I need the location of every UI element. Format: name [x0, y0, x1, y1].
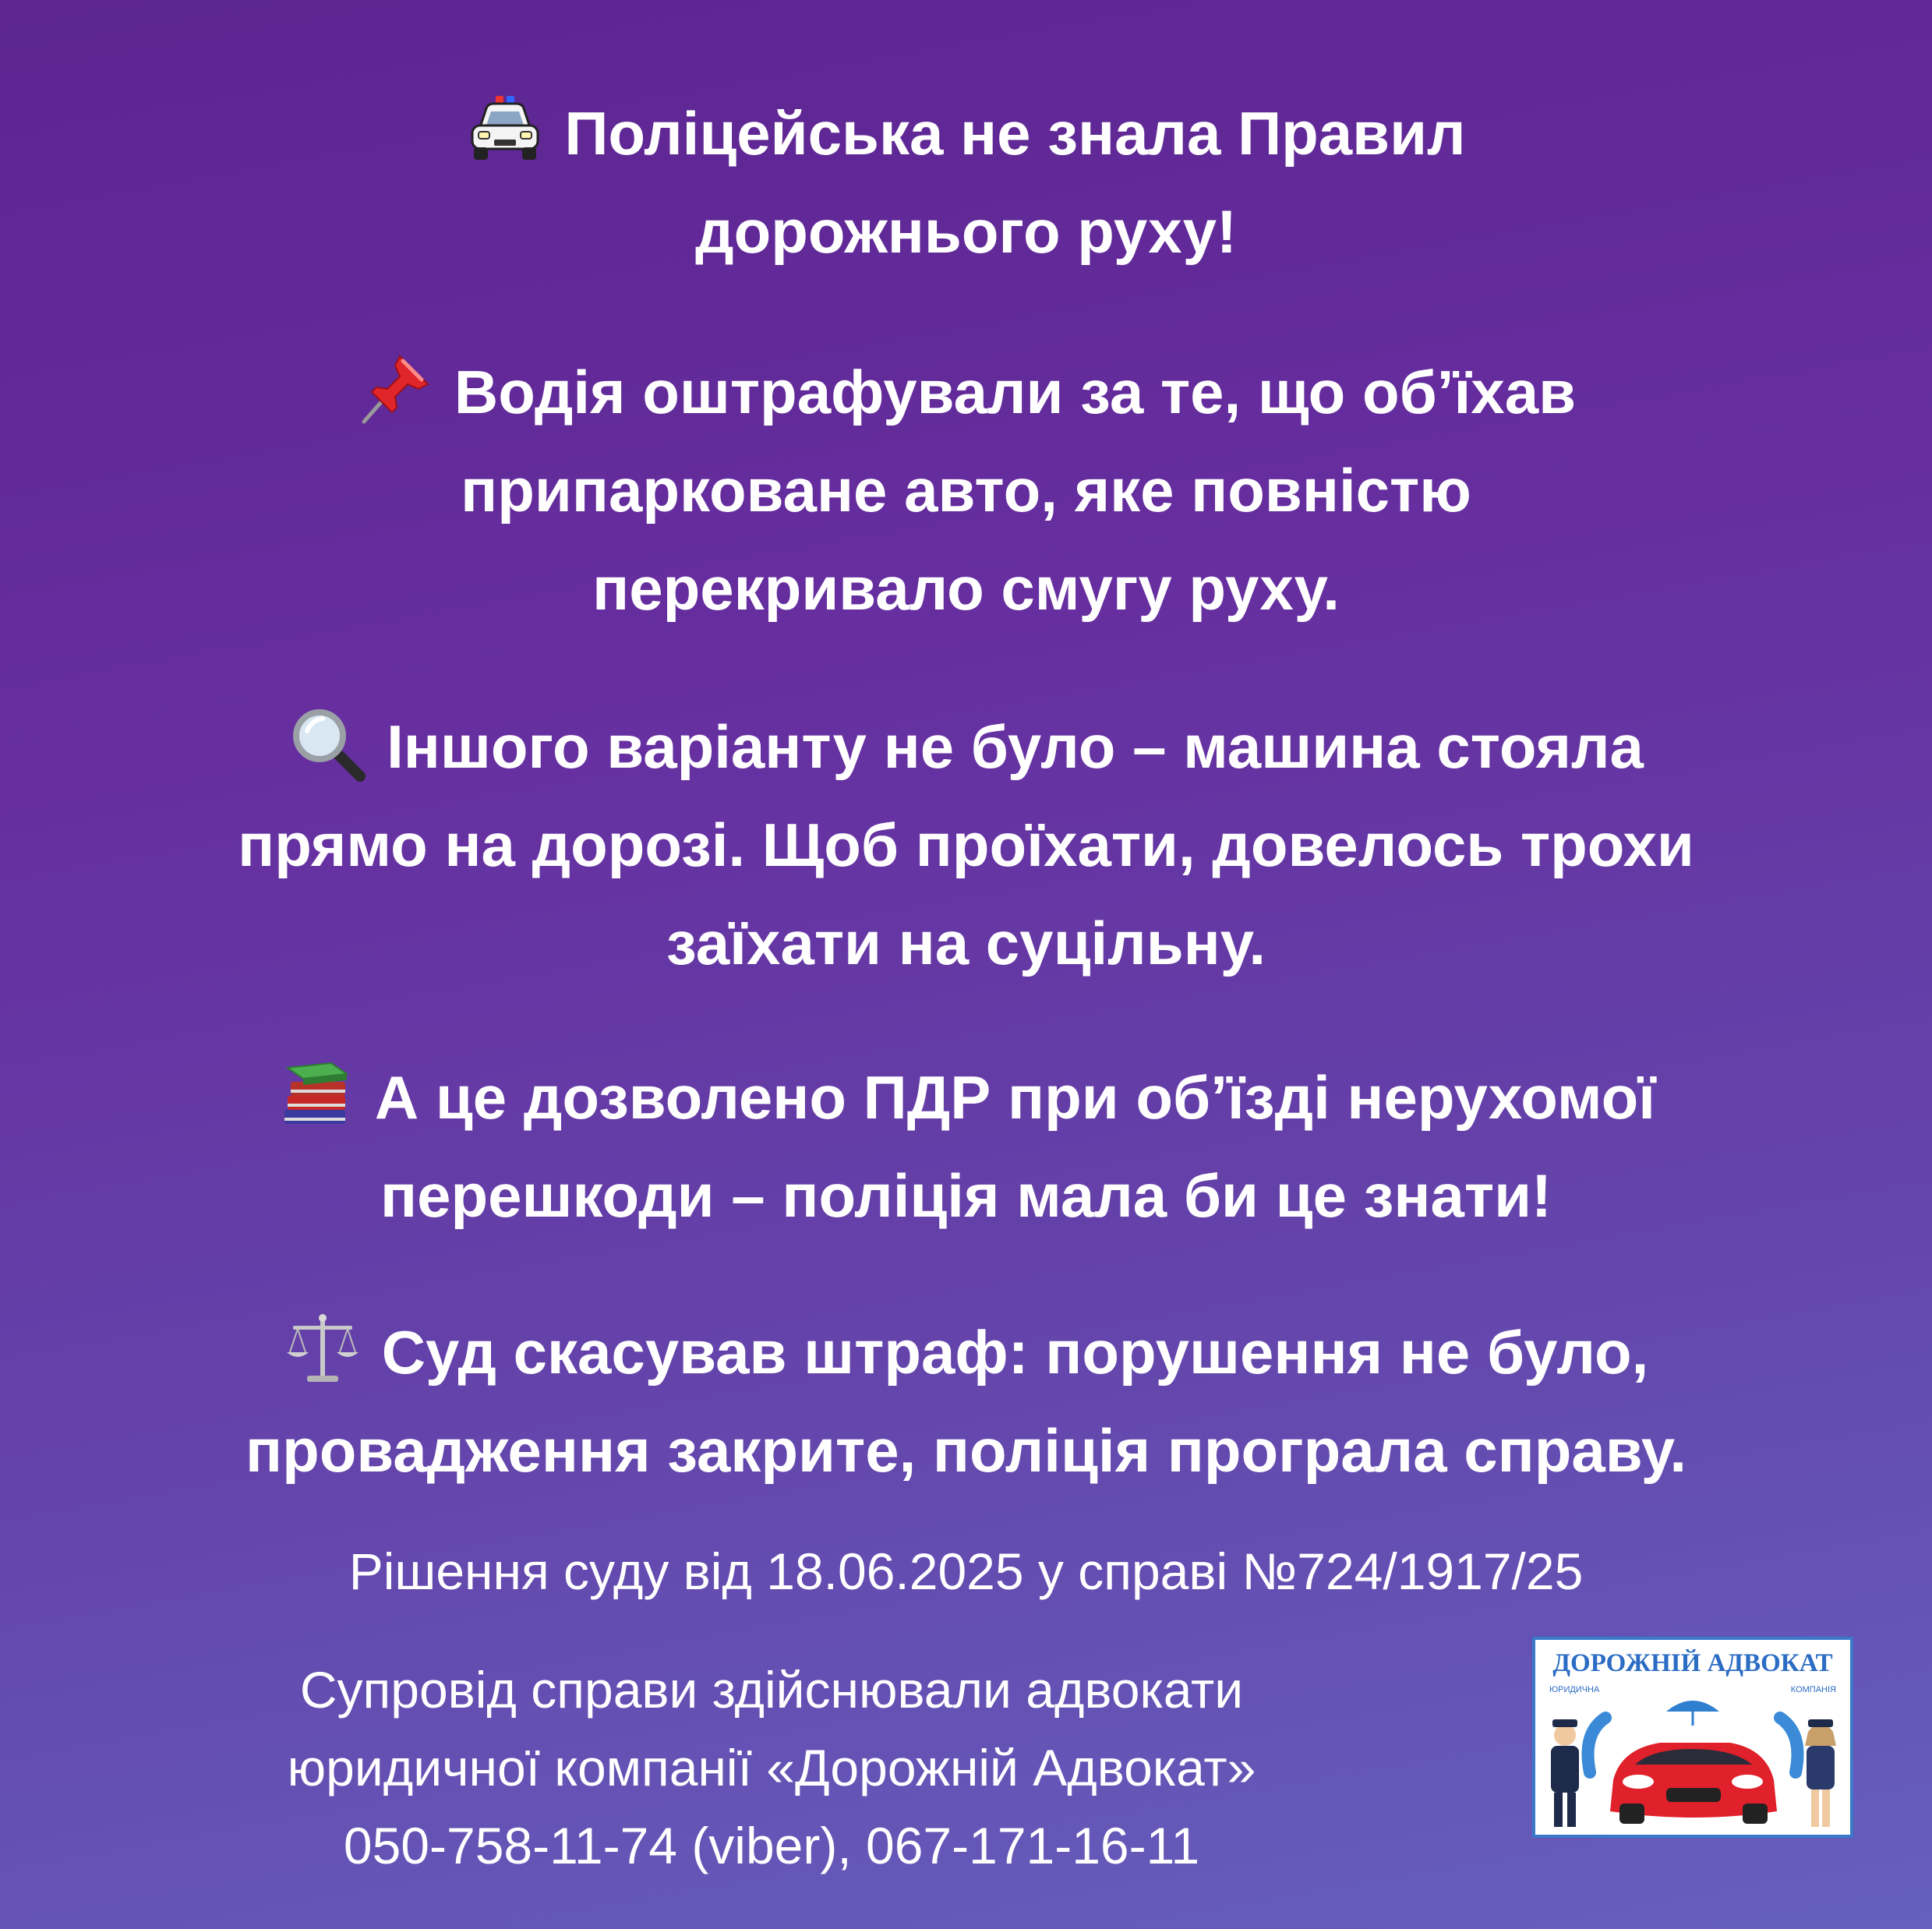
- headline-line-2: дорожнього руху!: [695, 197, 1237, 266]
- verdict-line-1: Суд скасував штраф: порушення не було,: [0, 1303, 1932, 1401]
- situation-line-1: Іншого варіанту не було – машина стояла: [0, 698, 1932, 796]
- scales-icon: [284, 1310, 362, 1388]
- logo-illustration: [1535, 1687, 1850, 1835]
- rules-line-1: А це дозволено ПДР при об’їзді нерухомої: [0, 1048, 1932, 1146]
- pushpin-icon: [356, 350, 434, 428]
- verdict-block: [0, 1303, 1932, 1500]
- footer-contacts: [195, 1651, 1348, 1885]
- fine-block: [0, 343, 1932, 638]
- police-car-icon: [466, 91, 544, 169]
- footer-phones: 050-758-11-74 (viber), 067-171-16-11: [343, 1817, 1200, 1874]
- court-decision: Рішення суду від 18.06.2025 у справі №724/1917/25: [348, 1542, 1584, 1600]
- situation-line-2: прямо на дорозі. Щоб проїхати, довелось трохи: [238, 811, 1694, 879]
- rules-line-2: перешкоди – поліція мала би це знати!: [380, 1161, 1552, 1230]
- verdict-line-2: провадження закрите, поліція програла справу.: [245, 1416, 1687, 1485]
- situation-block: [0, 698, 1932, 992]
- headline-line-1: Поліцейська не знала Правил: [0, 84, 1932, 182]
- logo-title: ДОРОЖНІЙ АДВОКАТ: [1552, 1649, 1833, 1677]
- fine-line-3: перекривало смугу руху.: [592, 554, 1340, 623]
- footer-line-1: Супровід справи здійснювали адвокати: [299, 1661, 1244, 1719]
- situation-line-3: заїхати на суцільну.: [666, 909, 1266, 977]
- company-logo: [1532, 1637, 1853, 1838]
- magnifier-icon: [288, 705, 366, 783]
- books-icon: [277, 1055, 355, 1133]
- fine-line-2: припарковане авто, яке повністю: [461, 456, 1471, 525]
- fine-line-1: Водія оштрафували за те, що об’їхав: [0, 343, 1932, 441]
- headline-block: [0, 84, 1932, 281]
- footer-line-2: юридичної компанії «Дорожній Адвокат»: [287, 1739, 1256, 1797]
- rules-block: [0, 1048, 1932, 1245]
- logo-subtitle-right: КОМПАНІЯ: [1790, 1685, 1836, 1694]
- logo-subtitle-left: ЮРИДИЧНА: [1549, 1685, 1600, 1694]
